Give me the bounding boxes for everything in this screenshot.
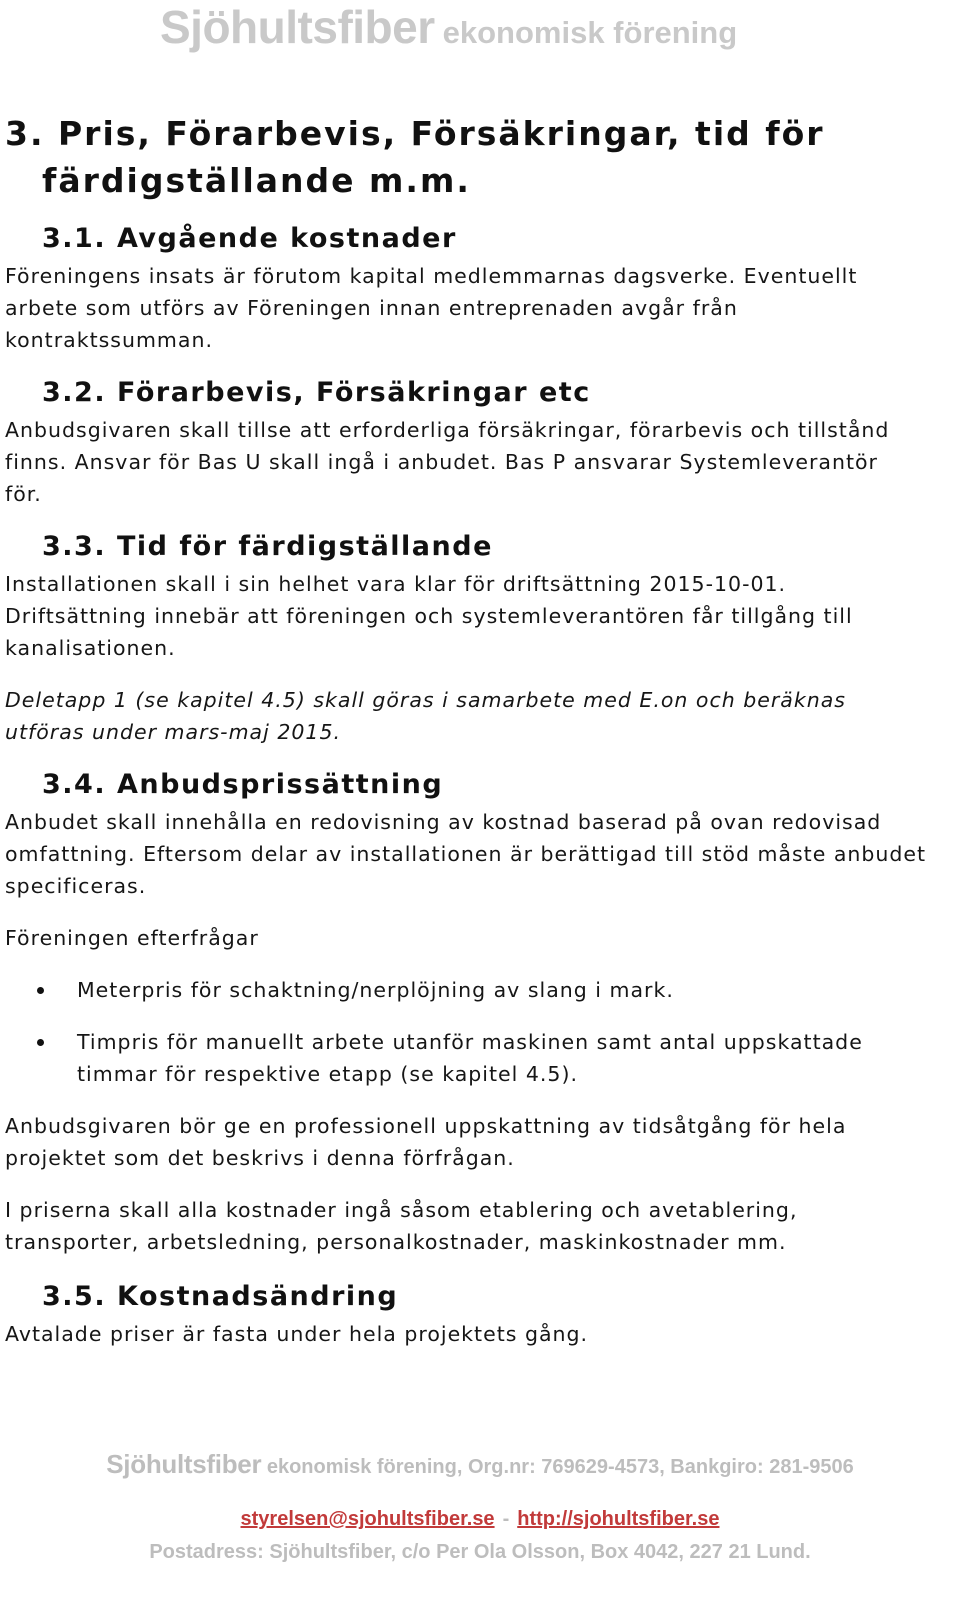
bullet-icon — [37, 1039, 44, 1046]
paragraph-3-2 — [5, 414, 955, 510]
masthead-subtitle: ekonomisk förening — [442, 15, 738, 50]
text-line: kanalisationen. — [5, 636, 176, 660]
heading-number: 3.4. — [42, 769, 107, 800]
text-line: Föreningens insats är förutom kapital medlemmarnas dagsverke. Eventuellt — [5, 264, 858, 288]
masthead — [160, 0, 737, 54]
text-line: specificeras. — [5, 874, 147, 898]
heading-text: Kostnadsändring — [117, 1281, 399, 1312]
text-line: kontraktssumman. — [5, 328, 213, 352]
heading-3-3 — [5, 530, 955, 564]
bullet-icon — [37, 987, 44, 994]
text-line: Timpris för manuellt arbete utanför maskinen samt antal uppskattade — [77, 1030, 863, 1054]
heading-text: Avgående kostnader — [117, 223, 457, 254]
section-title-line1: 3. Pris, Förarbevis, Försäkringar, tid för — [5, 114, 825, 153]
heading-number: 3.5. — [42, 1281, 107, 1312]
text-line: utföras under mars-maj 2015. — [5, 720, 342, 744]
masthead-brand: Sjöhultsfiber — [160, 1, 435, 53]
text-line: Anbudsgivaren bör ge en professionell uppskattning av tidsåtgång för hela — [5, 1114, 847, 1138]
section-title-line2: färdigställande m.m. — [42, 161, 471, 200]
request-list — [5, 974, 955, 1090]
footer-separator: - — [502, 1508, 510, 1530]
text-line: transporter, arbetsledning, personalkostnader, maskinkostnader mm. — [5, 1230, 787, 1254]
paragraph-3-3 — [5, 568, 955, 664]
paragraph-3-4 — [5, 806, 955, 902]
paragraph-3-1 — [5, 260, 955, 356]
paragraph-costs — [5, 1194, 955, 1258]
paragraph-3-3-note — [5, 684, 955, 748]
paragraph-estimate — [5, 1110, 955, 1174]
text-line: arbete som utförs av Föreningen innan entreprenaden avgår från — [5, 296, 738, 320]
text-line: projektet som det beskrivs i denna förfrågan. — [5, 1146, 515, 1170]
heading-number: 3.1. — [42, 223, 107, 254]
website-link[interactable]: http://sjohultsfiber.se — [517, 1508, 720, 1530]
text-line: Deletapp 1 (se kapitel 4.5) skall göras i samarbete med E.on och beräknas — [5, 688, 846, 712]
heading-3-2 — [5, 376, 955, 410]
footer-links — [0, 1508, 960, 1531]
text-line: Driftsättning innebär att föreningen och systemleverantören får tillgång till — [5, 604, 853, 628]
footer-postal: Postadress: Sjöhultsfiber, c/o Per Ola Olsson, Box 4042, 227 21 Lund. — [149, 1541, 811, 1563]
text-line: Installationen skall i sin helhet vara klar för driftsättning 2015-10-01. — [5, 572, 787, 596]
heading-3-1 — [5, 222, 955, 256]
text-line: timmar för respektive etapp (se kapitel 4.5). — [77, 1062, 578, 1086]
heading-text: Förarbevis, Försäkringar etc — [117, 377, 591, 408]
heading-3-4 — [5, 768, 955, 802]
email-link[interactable]: styrelsen@sjohultsfiber.se — [240, 1508, 495, 1530]
section-title — [5, 110, 955, 204]
heading-number: 3.3. — [42, 531, 107, 562]
heading-text: Tid för färdigställande — [117, 531, 493, 562]
footer-org-text: ekonomisk förening, Org.nr: 769629-4573, Bankgiro: 281-9506 — [266, 1456, 854, 1478]
paragraph-3-5 — [5, 1318, 955, 1350]
text-line: Avtalade priser är fasta under hela projektets gång. — [5, 1322, 589, 1346]
text-line: I priserna skall alla kostnader ingå såsom etablering och avetablering, — [5, 1198, 798, 1222]
heading-number: 3.2. — [42, 377, 107, 408]
heading-text: Anbudsprissättning — [117, 769, 444, 800]
list-item — [5, 974, 955, 1006]
request-intro: Föreningen efterfrågar — [5, 926, 259, 950]
footer-org-line — [0, 1449, 960, 1480]
text-line: Anbudet skall innehålla en redovisning av kostnad baserad på ovan redovisad — [5, 810, 882, 834]
footer-brand: Sjöhultsfiber — [106, 1449, 262, 1479]
list-item — [5, 1026, 955, 1090]
heading-3-5 — [5, 1280, 955, 1314]
text-line: finns. Ansvar för Bas U skall ingå i anbudet. Bas P ansvarar Systemleverantör — [5, 450, 878, 474]
text-line: Anbudsgivaren skall tillse att erforderliga försäkringar, förarbevis och tillstånd — [5, 418, 890, 442]
text-line: för. — [5, 482, 42, 506]
text-line: omfattning. Eftersom delar av installationen är berättigad till stöd måste anbudet — [5, 842, 927, 866]
text-line: Meterpris för schaktning/nerplöjning av slang i mark. — [77, 978, 674, 1002]
document-body — [5, 110, 955, 1350]
